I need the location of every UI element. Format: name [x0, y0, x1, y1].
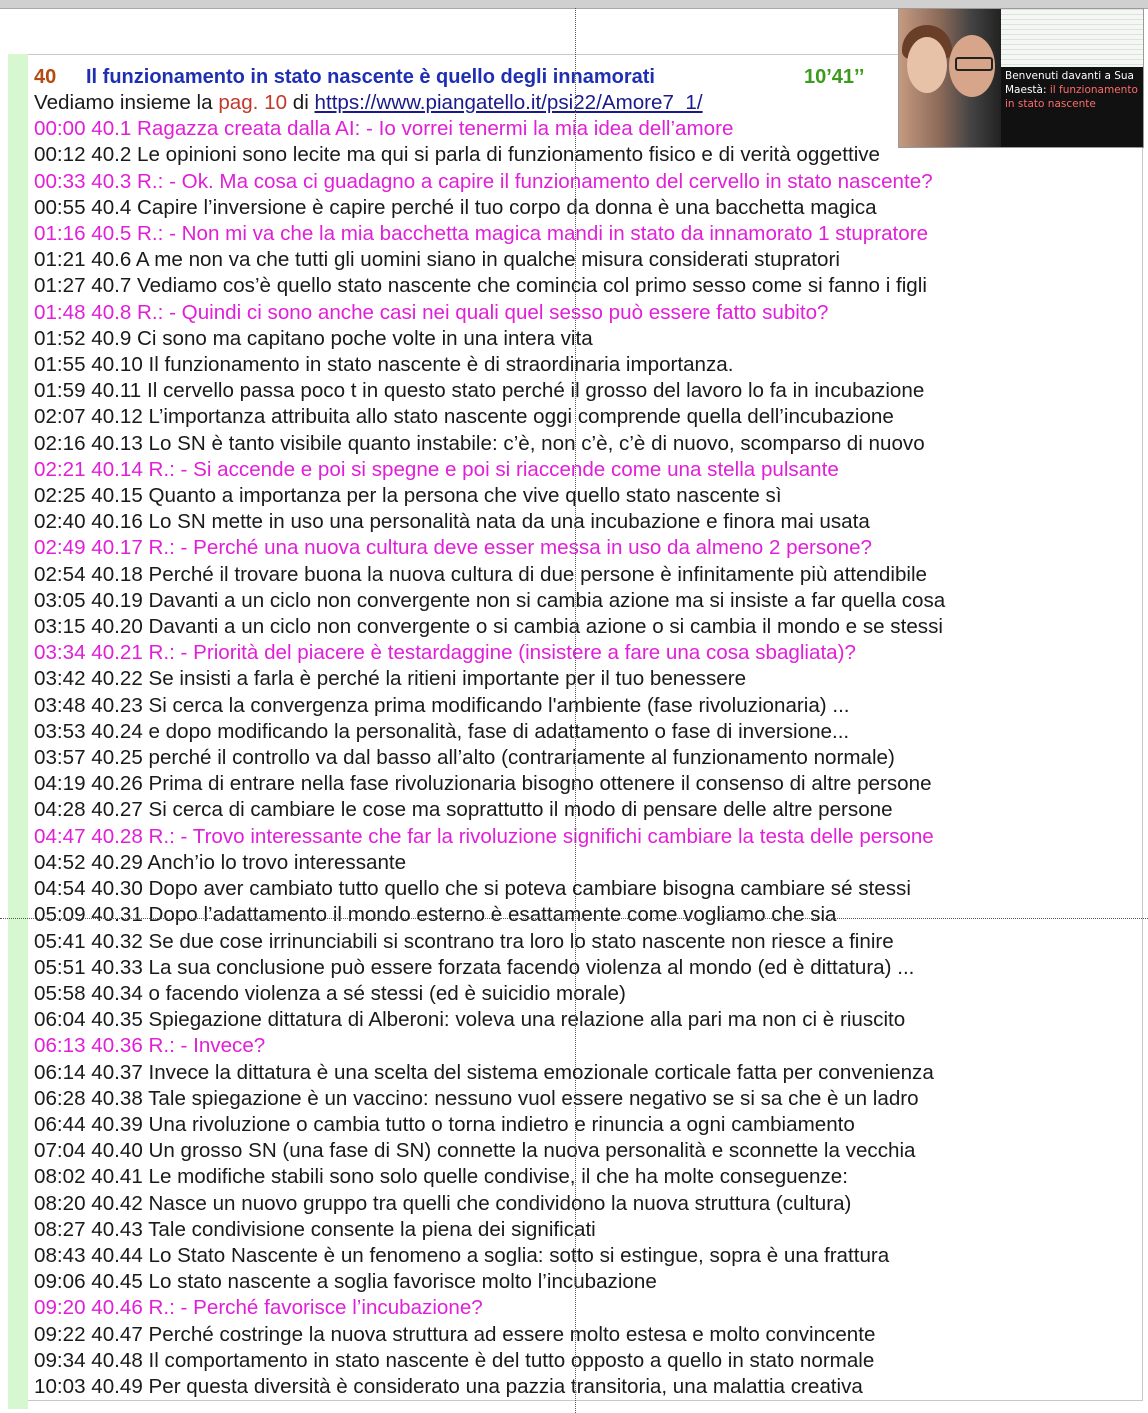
speakers-photo: [899, 9, 1001, 147]
thumbnail-caption: [1001, 67, 1143, 147]
transcript-line: 07:04 40.40 Un grosso SN (una fase di SN) connette la nuova personalità e sconnette la vecchia: [34, 1139, 916, 1163]
transcript-line: 01:55 40.10 Il funzionamento in stato nascente è di straordinaria importanza.: [34, 353, 734, 377]
transcript-line: 09:06 40.45 Lo stato nascente a soglia favorisce molto l’incubazione: [34, 1270, 657, 1294]
transcript-line: 01:52 40.9 Ci sono ma capitano poche volte in una intera vita: [34, 326, 593, 350]
page-reference: pag. 10: [218, 91, 288, 114]
transcript-line: 00:55 40.4 Capire l’inversione è capire perché il tuo corpo da donna è una bacchetta magica: [34, 195, 877, 219]
section-title: Il funzionamento in stato nascente è quello degli innamorati: [86, 66, 655, 88]
transcript-line: 08:20 40.42 Nasce un nuovo gruppo tra quelli che condividono la nuova struttura (cultura): [34, 1191, 852, 1215]
transcript-line: 02:49 40.17 R.: - Perché una nuova cultura deve esser messa in uso da almeno 2 persone?: [34, 536, 872, 560]
transcript-line: 02:40 40.16 Lo SN mette in uso una personalità nata da una incubazione e finora mai usata: [34, 510, 870, 534]
transcript-line: 03:15 40.20 Davanti a un ciclo non convergente o si cambia azione o si cambia il mondo e se stessi: [34, 615, 943, 639]
intro-prefix: Vediamo insieme la: [34, 91, 219, 114]
transcript-line: 06:14 40.37 Invece la dittatura è una scelta del sistema emozionale corticale fatta per convenienza: [34, 1060, 934, 1084]
transcript-line: 05:41 40.32 Se due cose irrinunciabili si scontrano tra loro lo stato nascente non riesce a finire: [34, 929, 894, 953]
video-thumbnail[interactable]: [898, 8, 1144, 148]
transcript-line: 02:07 40.12 L’importanza attribuita allo stato nascente oggi comprende quella dell’incubazione: [34, 405, 894, 429]
transcript-line: 00:33 40.3 R.: - Ok. Ma cosa ci guadagno a capire il funzionamento del cervello in stato nascente?: [34, 169, 933, 193]
transcript-line: 01:21 40.6 A me non va che tutti gli uomini siano in qualche misura considerati stupratori: [34, 248, 840, 272]
transcript-line: 08:27 40.43 Tale condivisione consente la piena dei significati: [34, 1217, 596, 1241]
transcript-line: 05:58 40.34 o facendo violenza a sé stessi (ed è suicidio morale): [34, 981, 626, 1005]
transcript-line: 01:48 40.8 R.: - Quindi ci sono anche casi nei quali quel sesso può essere fatto subito?: [34, 300, 829, 324]
transcript-line: 10:03 40.49 Per questa diversità è considerato una pazzia transitoria, una malattia creativa: [34, 1374, 863, 1398]
transcript-line: 03:05 40.19 Davanti a un ciclo non convergente non si cambia azione ma si insiste a far quella cosa: [34, 588, 946, 612]
transcript-line: 03:53 40.24 e dopo modificando la personalità, fase di adattamento o fase di inversione...: [34, 719, 850, 743]
transcript-line: 08:43 40.44 Lo Stato Nascente è un fenomeno a soglia: sotto si estingue, sopra è una frattura: [34, 1243, 890, 1267]
page-link[interactable]: https://www.piangatello.it/psi22/Amore7_1/: [314, 91, 703, 114]
transcript-line: 01:27 40.7 Vediamo cos’è quello stato nascente che comincia col primo sesso come si fanno i figli: [34, 274, 927, 298]
transcript-line: 02:21 40.14 R.: - Si accende e poi si spegne e poi si riaccende come una stella pulsante: [34, 457, 839, 481]
thumbnail-page-preview: [1001, 9, 1143, 69]
transcript-line: 04:19 40.26 Prima di entrare nella fase rivoluzionaria bisogno ottenere il consenso di altre persone: [34, 772, 932, 796]
transcript-line: 01:16 40.5 R.: - Non mi va che la mia bacchetta magica mandi in stato da innamorato 1 stupratore: [34, 222, 929, 246]
transcript-line: 02:16 40.13 Lo SN è tanto visibile quanto instabile: c’è, non c’è, c’è di nuovo, scomparso di nuovo: [34, 431, 925, 455]
transcript-line: 06:04 40.35 Spiegazione dittatura di Alberoni: voleva una relazione alla pari ma non ci è riuscito: [34, 1008, 906, 1032]
vertical-guide-line: [575, 8, 576, 1413]
document-content: [34, 64, 1124, 1400]
thumbnail-caption-highlight: il funzionamento in stato nascente: [1005, 84, 1138, 110]
thumbnail-caption-main: Benvenuti davanti a Sua Maestà:: [1005, 70, 1134, 96]
transcript-line: 05:09 40.31 Dopo l’adattamento il mondo esterno è esattamente come vogliamo che sia: [34, 903, 837, 927]
transcript-line: 03:34 40.21 R.: - Priorità del piacere è testardaggine (insistere a fare una cosa sbagliata)?: [34, 641, 856, 665]
transcript-line: 03:57 40.25 perché il controllo va dal basso all’alto (contrariamente al funzionamento normale): [34, 746, 895, 770]
transcript-line: 00:12 40.2 Le opinioni sono lecite ma qui si parla di funzionamento fisico e di verità oggettive: [34, 143, 881, 167]
transcript-line: 09:34 40.48 Il comportamento in stato nascente è del tutto opposto a quello in stato normale: [34, 1348, 875, 1372]
transcript-line: 09:22 40.47 Perché costringe la nuova struttura ad essere molto estesa e molto convincente: [34, 1322, 876, 1346]
transcript-line: 03:48 40.23 Si cerca la convergenza prima modificando l'ambiente (fase rivoluzionaria) ...: [34, 693, 850, 717]
transcript-line: 03:42 40.22 Se insisti a farla è perché la ritieni importante per il tuo benessere: [34, 667, 747, 691]
transcript-line: 05:51 40.33 La sua conclusione può essere forzata facendo violenza al mondo (ed è dittatura) ...: [34, 955, 915, 979]
transcript-line: 02:54 40.18 Perché il trovare buona la nuova cultura di due persone è infinitamente più attendibile: [34, 562, 928, 586]
transcript-line: 04:28 40.27 Si cerca di cambiare le cose ma soprattutto il modo di pensare delle altre persone: [34, 798, 893, 822]
transcript-line: 09:20 40.46 R.: - Perché favorisce l’incubazione?: [34, 1296, 483, 1320]
transcript-line: 06:13 40.36 R.: - Invece?: [34, 1034, 266, 1058]
transcript-line: 04:52 40.29 Anch’io lo trovo interessante: [34, 850, 407, 874]
transcript-line: 08:02 40.41 Le modifiche stabili sono solo quelle condivise, il che ha molte conseguenze:: [34, 1165, 848, 1189]
transcript-line: 04:47 40.28 R.: - Trovo interessante che far la rivoluzione significhi cambiare la testa delle persone: [34, 824, 934, 848]
transcript-line: 02:25 40.15 Quanto a importanza per la persona che vive quello stato nascente sì: [34, 484, 782, 508]
transcript-line: 04:54 40.30 Dopo aver cambiato tutto quello che si poteva cambiare bisogna cambiare sé stessi: [34, 877, 911, 901]
video-duration: 10’41’’: [804, 66, 865, 88]
green-margin-bar: [8, 54, 28, 1409]
transcript-list: [34, 116, 1124, 1400]
section-number: 40: [34, 66, 57, 88]
transcript-line: 06:44 40.39 Una rivoluzione o cambia tutto o torna indietro e rinuncia a ogni cambiamento: [34, 1112, 855, 1136]
transcript-line: 06:28 40.38 Tale spiegazione è un vaccino: nessuno vuol essere negativo se si sa che è un ladro: [34, 1086, 919, 1110]
woman-face-image: [907, 37, 947, 93]
horizontal-guide-line: [0, 918, 1148, 919]
transcript-line: 01:59 40.11 Il cervello passa poco t in questo stato perché il grosso del lavoro lo fa in incubazione: [34, 379, 925, 403]
transcript-line: 00:00 40.1 Ragazza creata dalla AI: - Io vorrei tenermi la mia idea dell’amore: [34, 117, 734, 141]
intro-middle: di: [287, 91, 315, 114]
